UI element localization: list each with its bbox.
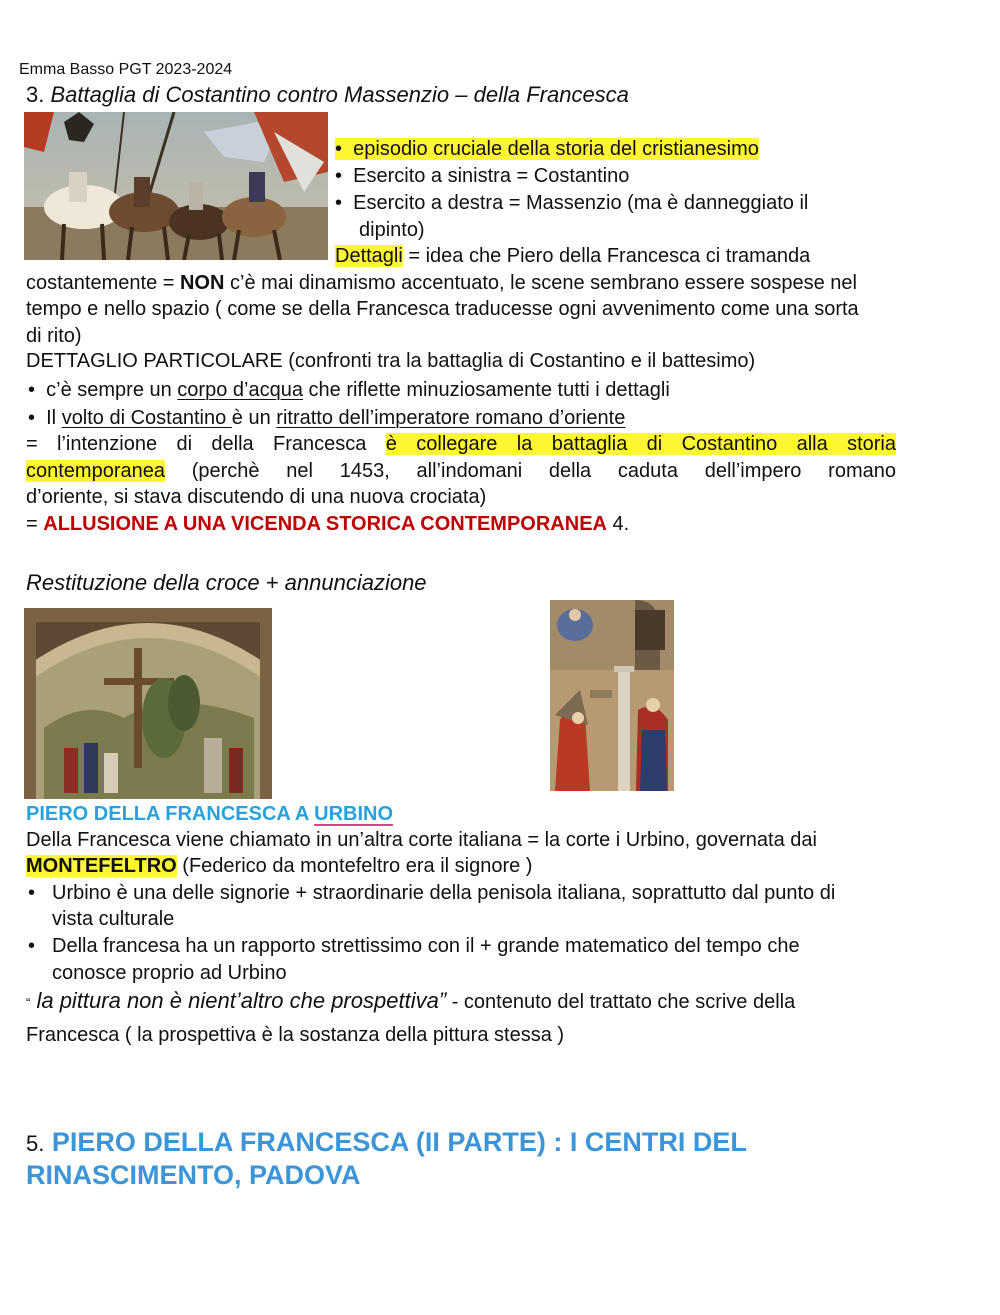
bullet-icon: • [335,192,354,214]
battle-fresco [24,112,328,260]
bullet-item: • episodio cruciale della storia del cristianesimo [335,138,759,160]
bullet-icon: • [28,379,47,401]
allusion-text: ALLUSIONE A UNA VICENDA STORICA CONTEMPORANEA [43,513,607,535]
bullet-item: • Esercito a destra = Massenzio (ma è danneggiato il [335,192,809,214]
bullet-item: • Esercito a sinistra = Costantino [335,165,630,187]
section-title: Battaglia di Costantino contro Massenzio – della Francesca [50,82,629,107]
bullet-continuation: conosce proprio ad Urbino [52,962,287,984]
intent-line: d’oriente, si stava discutendo di una nuova crociata) [26,486,487,508]
paragraph-line: di rito) [26,325,82,347]
author-line: Emma Basso PGT 2023-2024 [19,61,233,78]
bullet-continuation: dipinto) [359,219,425,241]
bullet-icon: • [335,138,354,160]
bullet-icon: • [28,882,36,904]
montefeltro-highlight: MONTEFELTRO [26,855,177,877]
section-5-title: 5. PIERO DELLA FRANCESCA (II PARTE) : I CENTRI DEL [26,1127,747,1157]
paragraph-line: costantemente = NON c’è mai dinamismo accentuato, le scene sembrano essere sospese nel [26,272,857,294]
section-number: 3. [26,82,45,107]
paragraph-line: Francesca ( la prospettiva è la sostanza della pittura stessa ) [26,1024,565,1046]
bullet-icon: • [335,165,354,187]
cross-fresco [24,608,272,799]
quote-text: la pittura non è nient’altro che prospettiva” [30,988,447,1013]
detail-heading: DETTAGLIO PARTICOLARE (confronti tra la battaglia di Costantino e il battesimo) [26,350,756,372]
intent-line: = l’intenzione di della Francesca è collegare la battaglia di Costantino alla storia [26,433,896,455]
intent-line: contemporanea (perchè nel 1453, all’indomani della caduta dell’impero romano [26,460,896,482]
bullet-item: • c’è sempre un corpo d’acqua che riflette minuziosamente tutti i dettagli [28,379,670,401]
section-5-title-line2: RINASCIMENTO, PADOVA [26,1160,361,1190]
section-4-title: Restituzione della croce + annunciazione [26,570,427,595]
bullet-item: • Il volto di Costantino è un ritratto dell’imperatore romano d’oriente [28,407,626,429]
urbino-link[interactable]: URBINO [314,803,394,825]
emphasis-non: NON [179,272,225,294]
allusion-line: = ALLUSIONE A UNA VICENDA STORICA CONTEMPORANEA 4. [26,513,630,535]
bullet-item: • Della francesa ha un rapporto strettissimo con il + grande matematico del tempo che [28,935,800,957]
bullet-item: • Urbino è una delle signorie + straordinarie della penisola italiana, soprattutto dal punto di [28,882,836,904]
bullet-icon: • [28,935,36,957]
dettagli-line: Dettagli = idea che Piero della Francesca ci tramanda [335,245,811,267]
section-3-title [26,82,629,108]
paragraph-line: Della Francesca viene chiamato in un’altra corte italiana = la corte i Urbino, governata dai [26,829,817,851]
urbino-heading: PIERO DELLA FRANCESCA A URBINO [26,803,394,825]
annunciation-fresco [550,600,674,791]
paragraph-line: tempo e nello spazio ( come se della Francesca traducesse ogni avvenimento come una sorta [26,298,859,320]
paragraph-line: MONTEFELTRO (Federico da montefeltro era il signore ) [26,855,533,877]
bullet-icon: • [28,407,47,429]
dettagli-highlight: Dettagli [335,245,403,267]
quote-line: “ la pittura non è nient’altro che prospettiva” - contenuto del trattato che scrive della [26,988,796,1013]
bullet-continuation: vista culturale [52,908,175,930]
